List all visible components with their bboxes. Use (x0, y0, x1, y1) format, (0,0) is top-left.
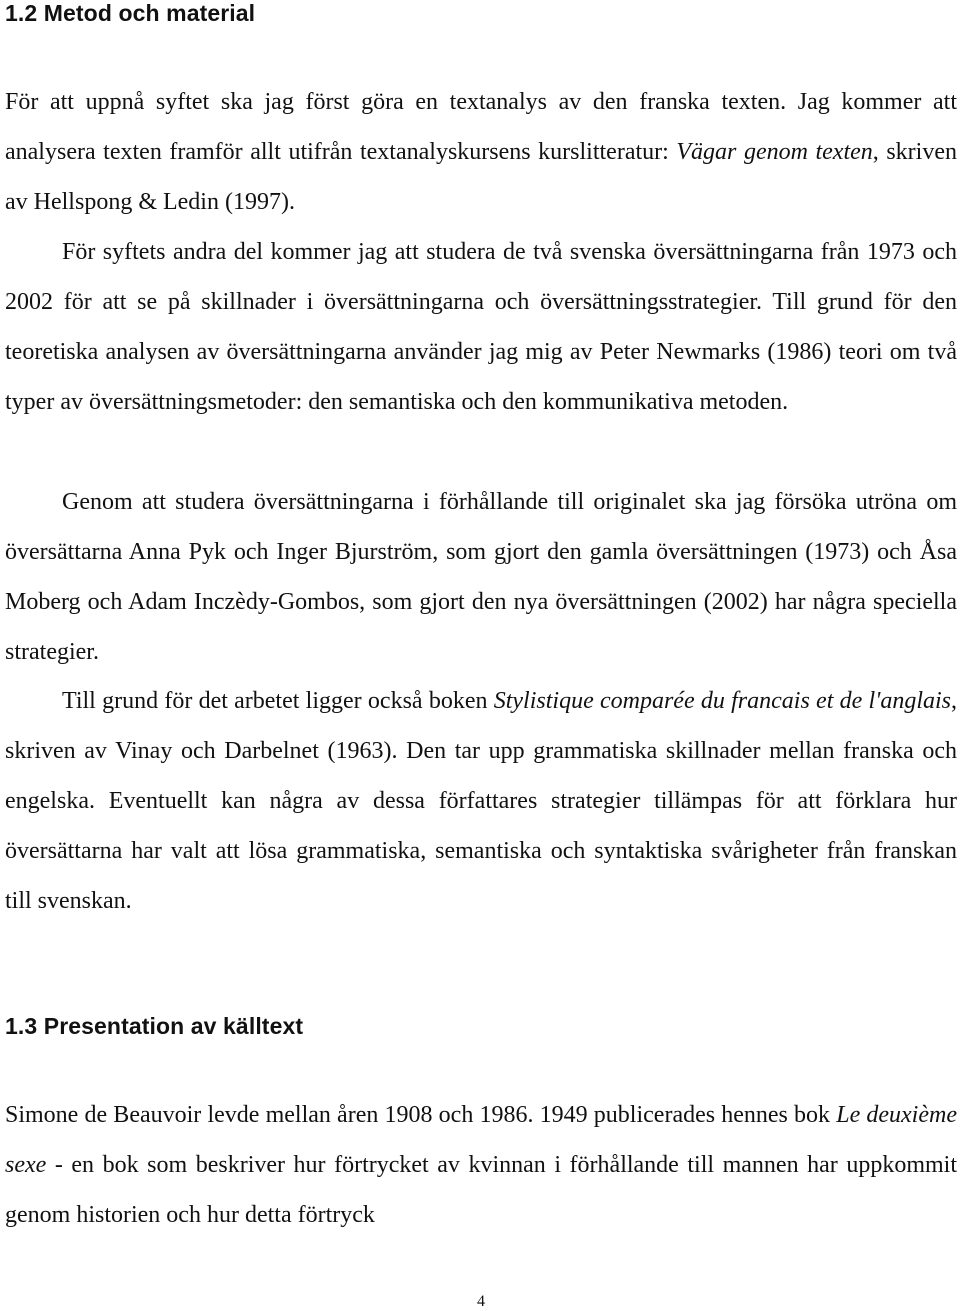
paragraph-stylistique (5, 676, 957, 926)
section-heading-presentation: 1.3 Presentation av källtext (5, 1013, 304, 1039)
paragraph-text: För syftets andra del kommer jag att studera de två svenska översättningarna från 1973 och 2002 för att se på skillnader i översättningarna och översättningsstrategier. Till grund för den teoretiska analysen av översättningarna använder jag mig av Peter Newmarks (1986) teori om två typer av översättningsmetoder: den semantiska och den kommunikativa metoden. (5, 239, 957, 415)
page-number: 4 (477, 1293, 485, 1310)
paragraph-translators: Genom att studera översättningarna i förhållande till originalet ska jag försöka utröna om översättarna Anna Pyk och Inger Bjurström, som gjort den gamla översättningen (1973) och Åsa Moberg och Adam Inczèdy-Gombos, som gjort den nya översättningen (2002) har några speciella strategier. (5, 489, 957, 665)
paragraph-text: - en bok som beskriver hur förtrycket av kvinnan i förhållande till mannen har uppkommit genom historien och hur detta förtryck (5, 1152, 957, 1228)
paragraph-text: , skriven av Vinay och Darbelnet (1963). Den tar upp grammatiska skillnader mellan franska och engelska. Eventuellt kan några av dessa författares strategier tillämpas för att förklara hur översättarna har valt att lösa grammatiska, semantiska och syntaktiska svårigheter från franskan till svenskan. (5, 688, 957, 914)
book-title-italic: Le deuxième sexe (5, 1102, 957, 1178)
section-heading-metod: 1.2 Metod och material (5, 0, 256, 26)
book-title-italic: Stylistique comparée du francais et de l'anglais (493, 688, 951, 714)
paragraph-method-intro (5, 77, 957, 427)
book-title-italic: Vägar genom texten (676, 139, 873, 165)
paragraph-beauvoir (5, 1090, 957, 1240)
paragraph-text: Till grund för det arbetet ligger också boken (62, 688, 494, 714)
paragraph-text: , skriven av Hellspong & Ledin (1997). (5, 139, 957, 215)
paragraph-text: Simone de Beauvoir levde mellan åren 1908 och 1986. 1949 publicerades hennes bok (5, 1102, 837, 1128)
paragraph-text: För att uppnå syftet ska jag först göra en textanalys av den franska texten. Jag kommer att analysera texten framför allt utifrån textanalyskursens kurslitteratur: (5, 89, 957, 165)
